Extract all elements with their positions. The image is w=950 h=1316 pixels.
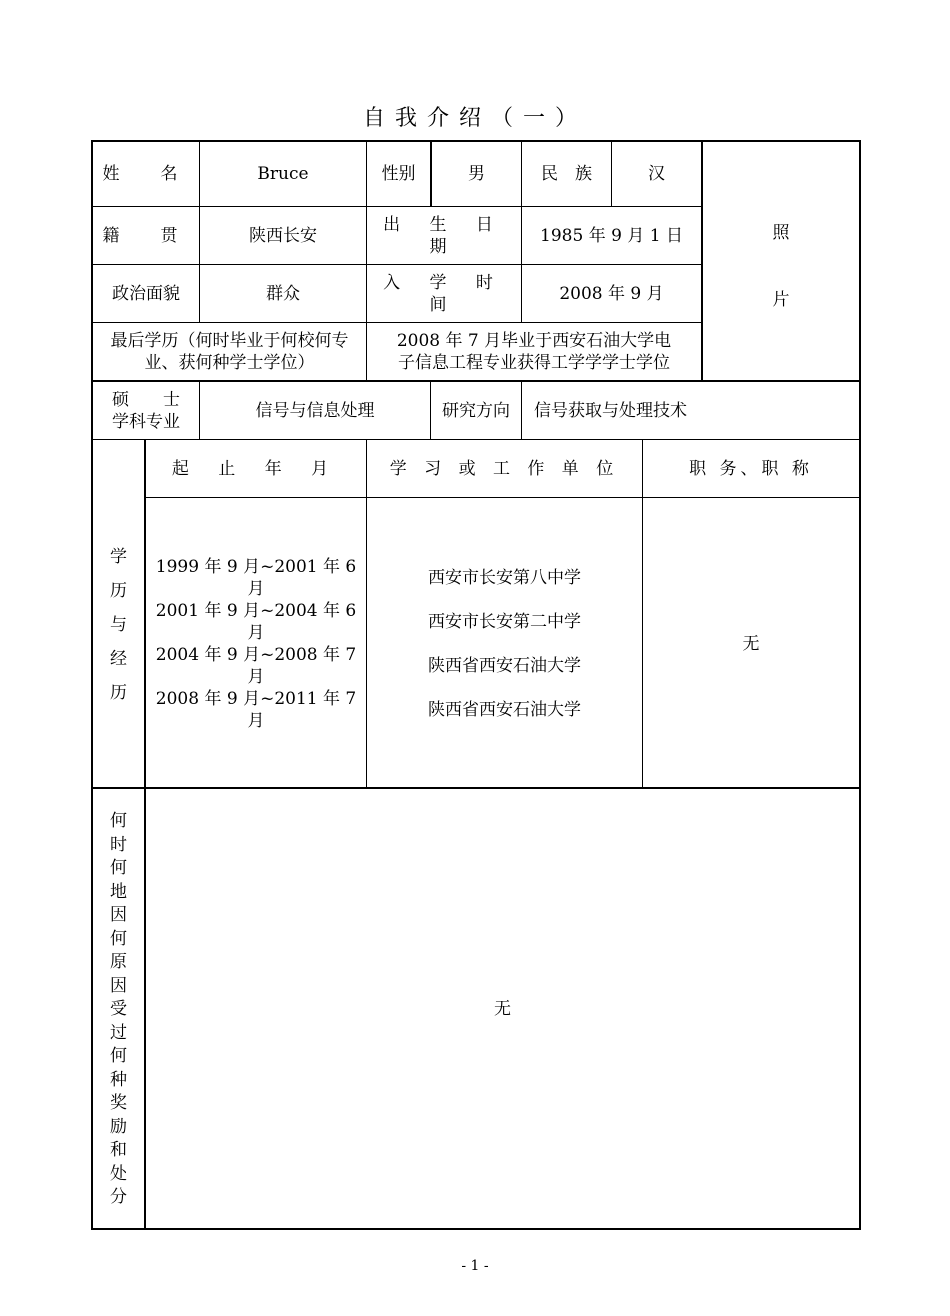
history-row-1-period: 1999 年 9 月~2001 年 6 月 (155, 557, 357, 599)
page-title: 自我介绍（一） (362, 106, 587, 131)
history-title-value: 无 (742, 634, 760, 654)
origin-label: 籍 贯 (102, 225, 190, 246)
vertical-char: 励 (110, 1116, 127, 1137)
ethnicity-label: 民 族 (541, 164, 592, 184)
name-label: 姓 名 (102, 164, 190, 184)
education-label (93, 323, 366, 380)
vertical-char: 地 (110, 881, 127, 902)
education-value-line1: 2008 年 7 月毕业于西安石油大学电 (396, 330, 672, 351)
col-period-header: 起 止 年 月 (171, 458, 341, 479)
history-row-3-unit: 陕西省西安石油大学 (428, 656, 581, 676)
vertical-char: 何 (110, 928, 127, 949)
education-label-line2: 业、获何种学士学位） (144, 352, 315, 373)
vertical-char: 处 (110, 1163, 127, 1184)
history-row-4-unit: 陕西省西安石油大学 (428, 700, 581, 720)
vertical-char: 因 (110, 975, 127, 996)
name-value: Bruce (257, 164, 309, 184)
vertical-char: 种 (110, 1069, 127, 1090)
vertical-char: 受 (110, 999, 127, 1019)
vertical-char: 与 (110, 615, 127, 635)
master-label-line1: 硕 士 (112, 389, 180, 410)
vertical-char: 何 (110, 1046, 127, 1066)
vertical-char: 奖 (110, 1093, 127, 1113)
col-unit-header: 学 习 或 工 作 单 位 (389, 458, 620, 479)
master-label-line2: 学科专业 (112, 411, 180, 432)
vertical-char: 学 (110, 547, 127, 567)
vertical-char: 原 (110, 952, 127, 972)
origin-value: 陕西长安 (249, 225, 317, 246)
vertical-char: 因 (110, 905, 127, 925)
ethnicity-value: 汉 (648, 164, 665, 184)
col-title-header: 职 务、职 称 (689, 458, 813, 479)
vertical-char: 经 (110, 649, 127, 669)
photo-label-bottom: 片 (772, 290, 790, 310)
gender-label: 性别 (381, 164, 416, 184)
birth-label: 出 生 日 期 (383, 214, 505, 257)
education-label-line1: 最后学历（何时毕业于何校何专 (110, 330, 349, 351)
vertical-char: 何 (110, 811, 127, 831)
education-value (367, 323, 701, 380)
vertical-char: 何 (110, 858, 127, 878)
enroll-value: 2008 年 9 月 (559, 283, 664, 304)
vertical-char: 分 (110, 1187, 127, 1207)
education-value-line2: 子信息工程专业获得工学学学士学位 (398, 352, 670, 373)
gender-value: 男 (468, 164, 485, 184)
history-row-2-unit: 西安市长安第二中学 (428, 612, 581, 632)
enroll-label: 入 学 时 间 (383, 272, 505, 315)
page-number: - 1 - (461, 1258, 489, 1274)
birth-value: 1985 年 9 月 1 日 (540, 225, 683, 246)
master-label (93, 382, 199, 439)
photo-label-top: 照 (772, 223, 790, 243)
vertical-char: 时 (110, 834, 127, 855)
history-row-4-period: 2008 年 9 月~2011 年 7 月 (155, 689, 357, 731)
history-row-3-period: 2004 年 9 月~2008 年 7 月 (155, 645, 357, 687)
vertical-char: 和 (110, 1140, 127, 1160)
vertical-char: 历 (110, 581, 127, 601)
awards-side-label (93, 810, 144, 1210)
awards-value: 无 (494, 999, 511, 1019)
history-side-label (93, 540, 144, 720)
master-value: 信号与信息处理 (255, 400, 375, 421)
history-row-2-period: 2001 年 9 月~2004 年 6 月 (155, 601, 357, 643)
history-row-1-unit: 西安市长安第八中学 (428, 568, 581, 588)
research-value: 信号获取与处理技术 (534, 400, 687, 421)
research-label: 研究方向 (442, 400, 510, 421)
politics-value: 群众 (266, 283, 300, 304)
vertical-char: 历 (110, 683, 127, 703)
politics-label: 政治面貌 (112, 283, 180, 304)
vertical-char: 过 (110, 1022, 127, 1043)
